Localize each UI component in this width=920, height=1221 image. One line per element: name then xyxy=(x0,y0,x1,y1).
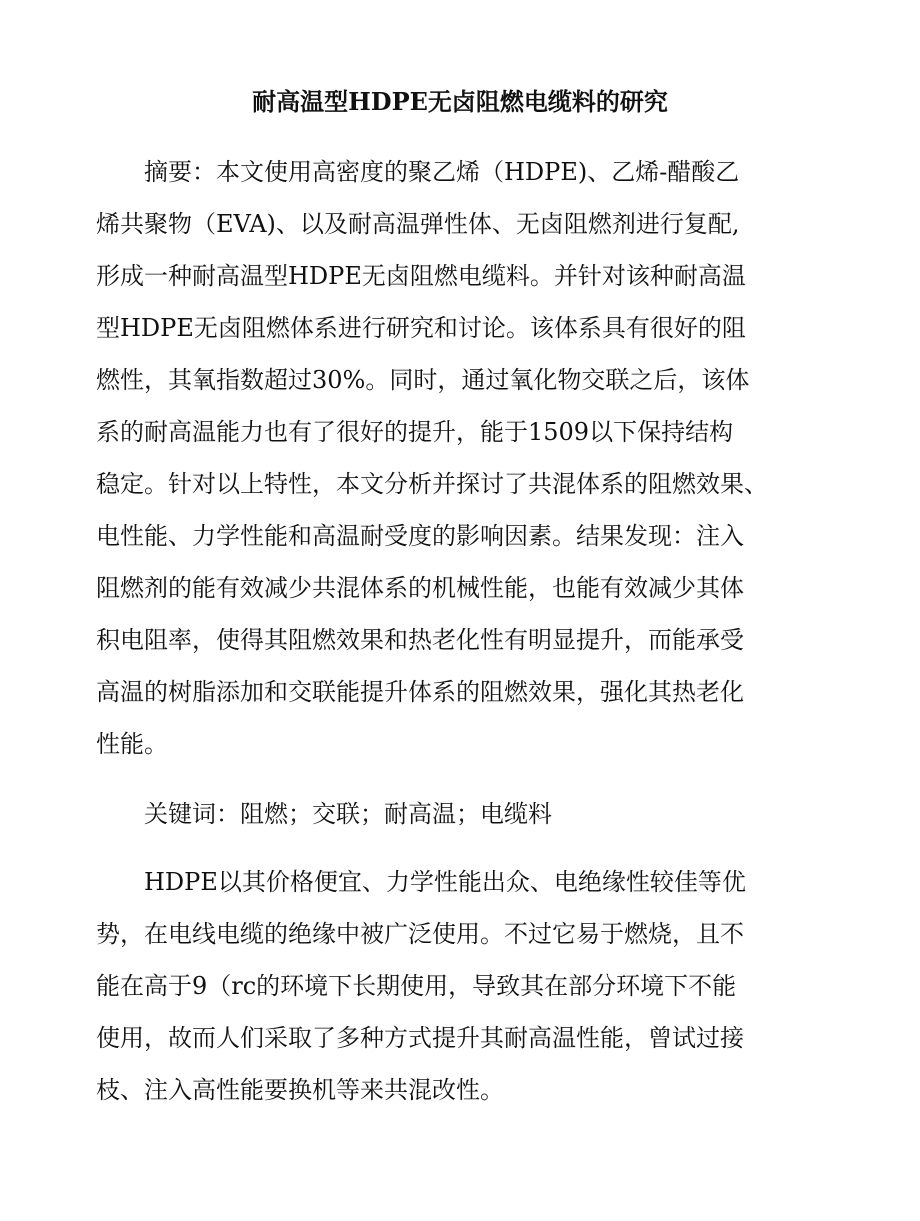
abstract-line: 稳定。针对以上特性，本文分析并探讨了共混体系的阻燃效果、 xyxy=(96,470,768,498)
document-title: 耐高温型HDPE无卤阻燃电缆料的研究 xyxy=(252,87,668,116)
abstract-line: 阻燃剂的能有效减少共混体系的机械性能，也能有效减少其体 xyxy=(96,574,744,602)
body-line: 能在高于9（rc的环境下长期使用，导致其在部分环境下不能 xyxy=(96,972,737,1000)
body-line: 使用，故而人们采取了多种方式提升其耐高温性能，曾试过接 xyxy=(96,1024,744,1052)
abstract-line: 烯共聚物（EVA)、以及耐高温弹性体、无卤阻燃剂进行复配, xyxy=(96,210,740,238)
keywords-line: 关键词：阻燃；交联；耐高温；电缆料 xyxy=(144,800,552,828)
abstract-line: 燃性，其氧指数超过30%。同时，通过氧化物交联之后，该体 xyxy=(96,366,750,394)
abstract-line: 形成一种耐高温型HDPE无卤阻燃电缆料。并针对该种耐高温 xyxy=(96,262,746,290)
abstract-line: 积电阻率，使得其阻燃效果和热老化性有明显提升，而能承受 xyxy=(96,626,744,654)
abstract-line: 性能。 xyxy=(96,730,168,758)
abstract-line: 摘要：本文使用高密度的聚乙烯（HDPE)、乙烯-醋酸乙 xyxy=(144,158,740,186)
abstract-line: 高温的树脂添加和交联能提升体系的阻燃效果，强化其热老化 xyxy=(96,678,744,706)
abstract-line: 电性能、力学性能和高温耐受度的影响因素。结果发现：注入 xyxy=(96,522,744,550)
abstract-line: 型HDPE无卤阻燃体系进行研究和讨论。该体系具有很好的阻 xyxy=(96,314,746,342)
body-line: 势，在电线电缆的绝缘中被广泛使用。不过它易于燃烧，且不 xyxy=(96,920,744,948)
body-line: 枝、注入高性能要换机等来共混改性。 xyxy=(96,1076,504,1104)
body-line: HDPE以其价格便宜、力学性能出众、电绝缘性较佳等优 xyxy=(144,868,746,896)
abstract-line: 系的耐高温能力也有了很好的提升，能于1509以下保持结构 xyxy=(96,418,734,446)
